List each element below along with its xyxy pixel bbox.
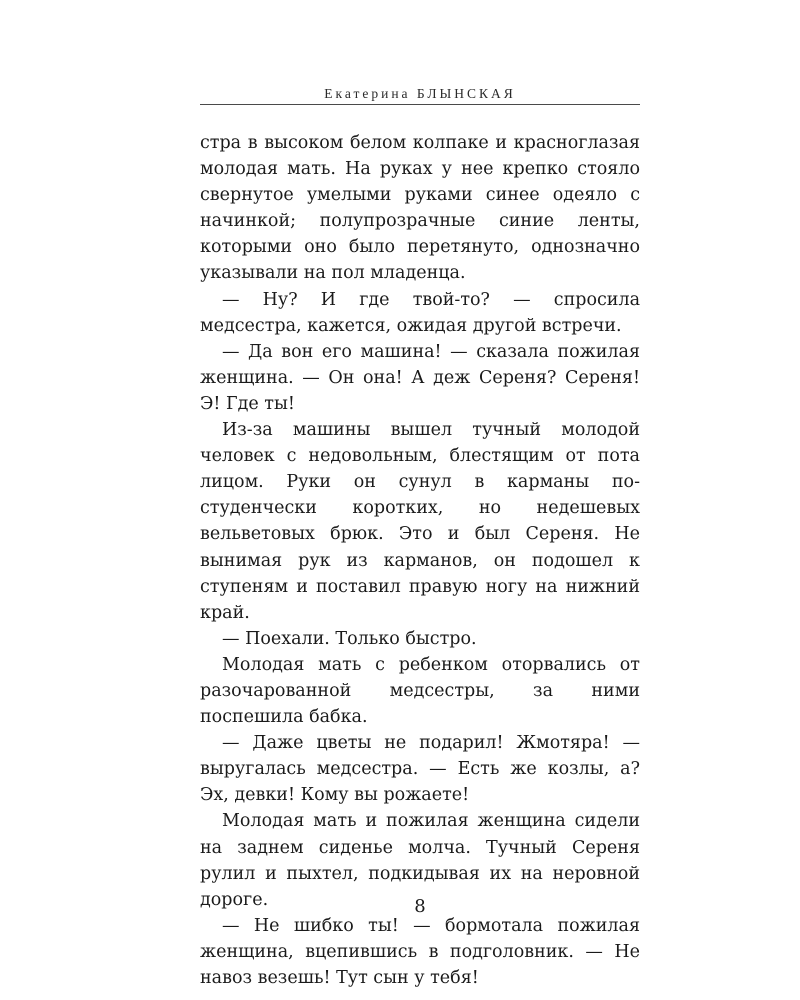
paragraph: — Не шибко ты! — бормотала пожилая женщина, вцепившись в подголовник. — Не навоз везешь! Тут сын у тебя! — [200, 915, 640, 988]
paragraph: стра в высоком белом колпаке и красноглазая молодая мать. На руках у нее крепко стояло свернутое умелыми руками синее одеяло с начинкой; полупрозрачные синие ленты, которыми оно было перетянуто, однозначно указывали на пол младенца. — [200, 133, 640, 284]
paragraph: — Ну? И где твой-то? — спросила медсестра, кажется, ожидая другой встречи. — [200, 289, 640, 336]
paragraph: — Поехали. Только быстро. — [222, 628, 477, 649]
paragraph: — Даже цветы не подарил! Жмотяра! — выругалась медсестра. — Есть же козлы, а? Эх, девки! Кому вы рожаете! — [200, 733, 640, 806]
paragraph: Молодая мать с ребенком оторвались от разочарованной медсестры, за ними поспешила бабка. — [200, 654, 640, 728]
header-divider — [200, 104, 640, 105]
page-number: 8 — [414, 896, 426, 917]
paragraph: — Да вон его машина! — сказала пожилая женщина. — Он она! А деж Сереня? Сереня! Э! Где ты! — [200, 341, 640, 414]
running-header: Екатерина БЛЫНСКАЯ — [324, 86, 516, 101]
paragraph: Молодая мать и пожилая женщина сидели на заднем сиденье молча. Тучный Сереня рулил и пыхтел, подкидывая их на неровной дороге. — [200, 811, 640, 910]
paragraph: Из-за машины вышел тучный молодой человек с недовольным, блестящим от пота лицом. Руки он сунул в карманы по-студенчески коротких, но недешевых вельветовых брюк. Это и был Сереня. Не вынимая рук из карманов, он подошел к ступеням и поставил правую ногу на нижний край. — [200, 420, 640, 623]
body-text — [200, 130, 640, 991]
